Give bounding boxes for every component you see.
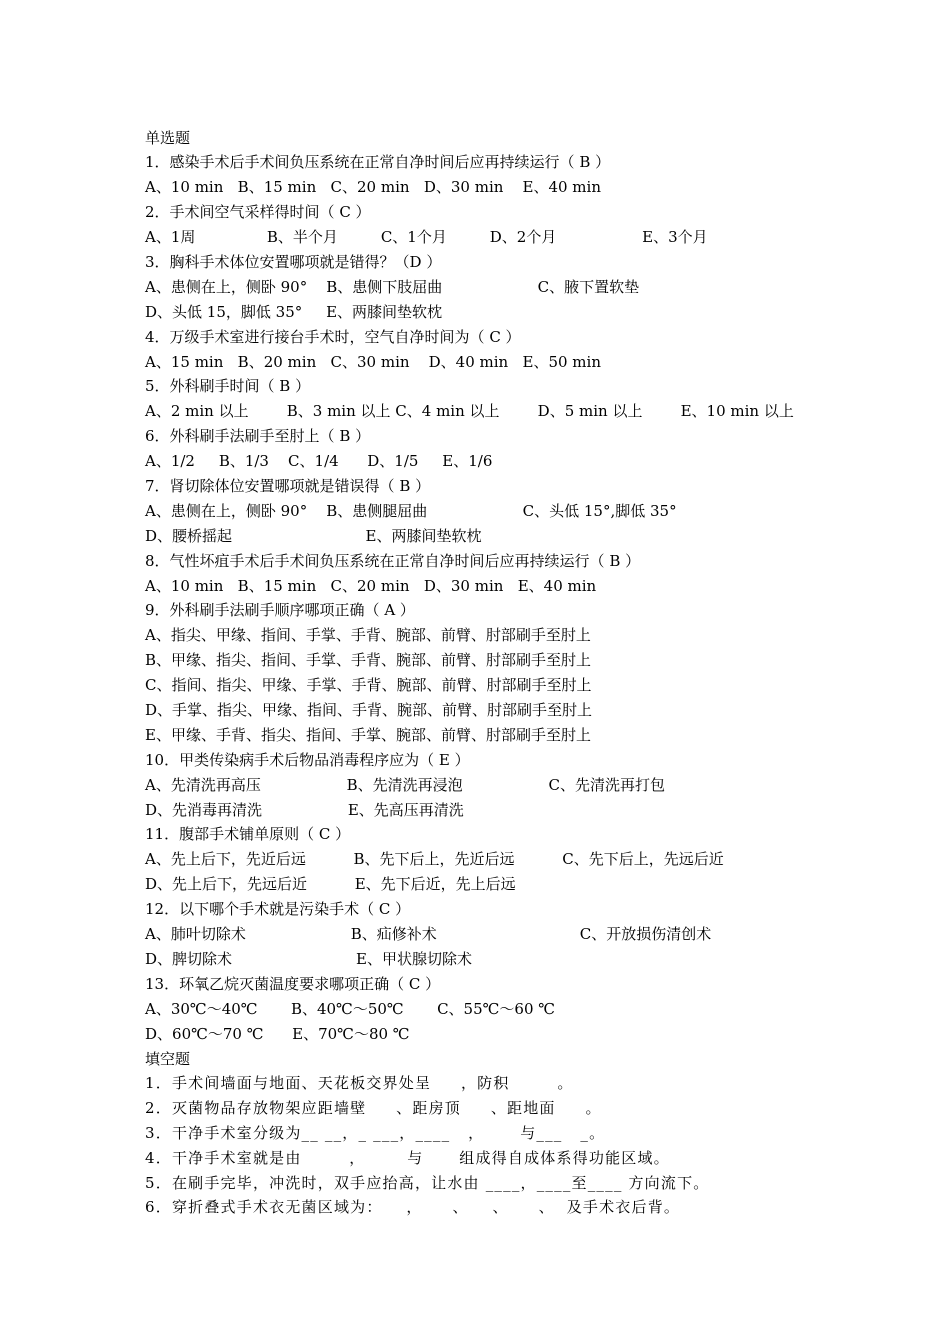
question-line: 13．环氧乙烷灭菌温度要求哪项正确（ C ） <box>145 975 441 993</box>
options-line: C、指间、指尖、甲缘、手掌、手背、腕部、前臂、肘部刷手至肘上 <box>145 676 592 694</box>
fill-blank-line: 6．穿折叠式手术衣无菌区域为： ， 、 、 、 及手术衣后背。 <box>145 1198 681 1216</box>
options-line: D、腰桥摇起 E、两膝间垫软枕 <box>145 527 482 545</box>
question-line: 7．肾切除体位安置哪项就是错误得（ B ） <box>145 477 431 495</box>
question-line: 5．外科刷手时间（ B ） <box>145 377 311 395</box>
question-line: 6．外科刷手法刷手至肘上（ B ） <box>145 427 371 445</box>
section-heading-single-choice: 单选题 <box>145 129 191 147</box>
options-line: A、2 min 以上 B、3 min 以上 C、4 min 以上 D、5 min 以上 E、10 min 以上 <box>145 402 794 420</box>
options-line: D、先消毒再清洗 E、先高压再清洗 <box>145 801 464 819</box>
options-line: D、手掌、指尖、甲缘、指间、手背、腕部、前臂、肘部刷手至肘上 <box>145 701 593 719</box>
question-line: 2．手术间空气采样得时间（ C ） <box>145 203 371 221</box>
options-line: D、脾切除术 E、甲状腺切除术 <box>145 950 472 968</box>
options-line: D、先上后下，先远后近 E、先下后近，先上后远 <box>145 875 516 893</box>
question-line: 8．气性坏疽手术后手术间负压系统在正常自净时间后应再持续运行（ B ） <box>145 552 641 570</box>
options-line: A、10 min B、15 min C、20 min D、30 min E、40 min <box>145 577 597 595</box>
options-line: D、60℃～70 ℃ E、70℃～80 ℃ <box>145 1025 410 1043</box>
fill-blank-line: 5．在刷手完毕，冲洗时，双手应抬高，让水由 ____，____至____ 方向流下。 <box>145 1174 710 1192</box>
question-line: 9．外科刷手法刷手顺序哪项正确（ A ） <box>145 601 415 619</box>
section-heading-fill-blank: 填空题 <box>145 1050 191 1068</box>
fill-blank-line: 1．手术间墙面与地面、天花板交界处呈 ，防积 。 <box>145 1074 574 1092</box>
question-line: 11．腹部手术铺单原则（ C ） <box>145 825 351 843</box>
options-line: D、头低 15，脚低 35° E、两膝间垫软枕 <box>145 303 443 321</box>
question-line: 3．胸科手术体位安置哪项就是错得？（D ） <box>145 253 442 271</box>
fill-blank-line: 4．干净手术室就是由 ， 与 组成得自成体系得功能区域。 <box>145 1149 670 1167</box>
options-line: B、甲缘、指尖、指间、手掌、手背、腕部、前臂、肘部刷手至肘上 <box>145 651 592 669</box>
options-line: A、肺叶切除术 B、疝修补术 C、开放损伤清创术 <box>145 925 712 943</box>
options-line: A、患侧在上，侧卧 90° B、患侧下肢屈曲 C、腋下置软垫 <box>145 278 640 296</box>
options-line: A、指尖、甲缘、指间、手掌、手背、腕部、前臂、肘部刷手至肘上 <box>145 626 591 644</box>
fill-blank-line: 3．干净手术室分级为__ __，_ ___，____ ， 与___ _。 <box>145 1124 606 1142</box>
options-line: A、先清洗再高压 B、先清洗再浸泡 C、先清洗再打包 <box>145 776 665 794</box>
options-line: A、先上后下，先近后远 B、先下后上，先近后远 C、先下后上，先远后近 <box>145 850 724 868</box>
options-line: A、1周 B、半个月 C、1个月 D、2个月 E、3个月 <box>145 228 708 246</box>
question-line: 4．万级手术室进行接台手术时，空气自净时间为（ C ） <box>145 328 521 346</box>
question-line: 1．感染手术后手术间负压系统在正常自净时间后应再持续运行（ B ） <box>145 153 611 171</box>
question-line: 10．甲类传染病手术后物品消毒程序应为（ E ） <box>145 751 470 769</box>
options-line: A、10 min B、15 min C、20 min D、30 min E、40 min <box>145 178 601 196</box>
options-line: A、患侧在上，侧卧 90° B、患侧腿屈曲 C、头低 15°,脚低 35° <box>145 502 677 520</box>
question-line: 12．以下哪个手术就是污染手术（ C ） <box>145 900 411 918</box>
fill-blank-line: 2．灭菌物品存放物架应距墙壁 、距房顶 、距地面 。 <box>145 1099 602 1117</box>
options-line: A、30℃～40℃ B、40℃～50℃ C、55℃～60 ℃ <box>145 1000 556 1018</box>
options-line: A、1/2 B、1/3 C、1/4 D、1/5 E、1/6 <box>145 452 493 470</box>
options-line: A、15 min B、20 min C、30 min D、40 min E、50 min <box>145 353 601 371</box>
options-line: E、甲缘、手背、指尖、指间、手掌、腕部、前臂、肘部刷手至肘上 <box>145 726 591 744</box>
